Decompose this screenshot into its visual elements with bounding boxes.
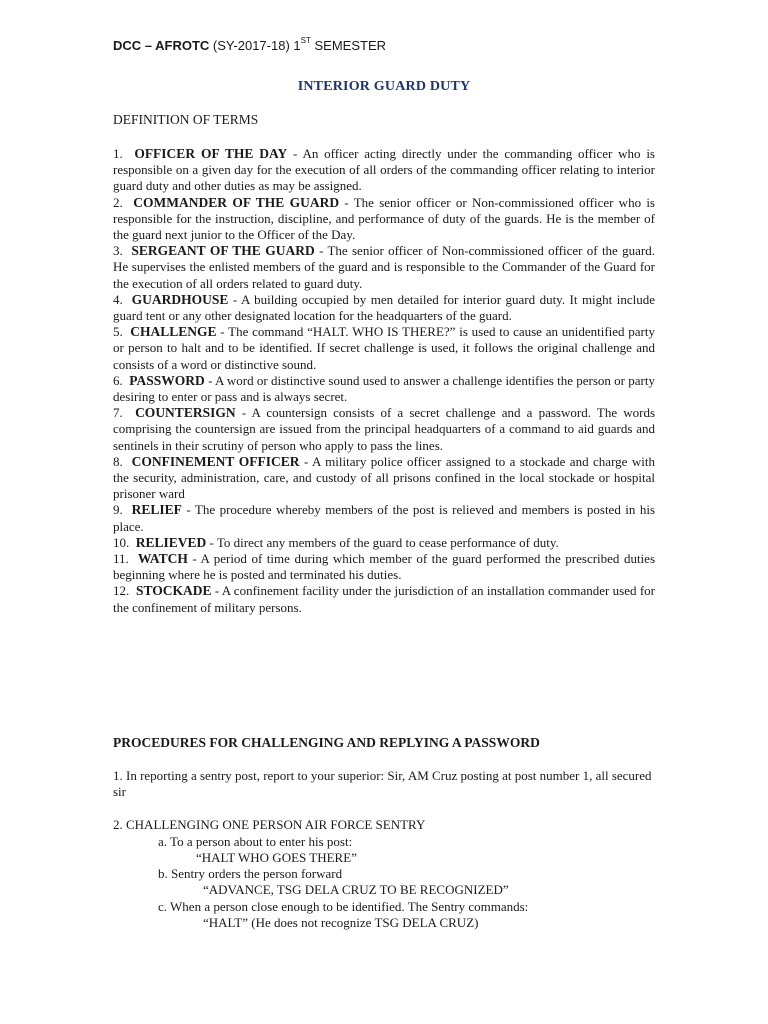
definition-number: 3. bbox=[113, 243, 123, 259]
procedure-step-b-quote: “ADVANCE, TSG DELA CRUZ TO BE RECOGNIZED” bbox=[203, 882, 509, 897]
definition-text: - A building occupied by men detailed for interior guard duty. It might include guard tent or any other designated location for the headquarters of the guard. bbox=[113, 291, 655, 324]
definition-item bbox=[113, 535, 655, 551]
definitions-list bbox=[113, 146, 655, 616]
definition-text: - A confinement facility under the jurisdiction of an installation commander used for the confinement of military persons. bbox=[113, 583, 655, 615]
definition-item bbox=[113, 583, 655, 615]
definition-term: SERGEANT OF THE GUARD bbox=[131, 243, 315, 259]
header-semester-number: 1 bbox=[293, 38, 301, 53]
definition-term: RELIEF bbox=[131, 502, 182, 518]
definition-item bbox=[113, 243, 655, 292]
course-header bbox=[113, 38, 386, 53]
definition-item bbox=[113, 373, 655, 405]
definition-text: - The senior officer of Non-commissioned officer of the guard. He supervises the enlisted members of the guard and is responsible to the Commander of the Guard for the execution of all orders related to guard duty. bbox=[113, 243, 655, 291]
definition-item bbox=[113, 551, 655, 583]
definition-text: - A period of time during which member of the guard performed the prescribed duties beginning where he is posted and terminated his duties. bbox=[113, 551, 656, 583]
procedure-step-c-quote: “HALT” (He does not recognize TSG DELA CRUZ) bbox=[203, 915, 479, 930]
definition-term: CHALLENGE bbox=[130, 324, 217, 340]
definition-term: PASSWORD bbox=[129, 372, 205, 388]
definition-text: - To direct any members of the guard to cease performance of duty. bbox=[206, 534, 559, 550]
definition-number: 12. bbox=[113, 583, 130, 599]
document-title: INTERIOR GUARD DUTY bbox=[297, 79, 471, 94]
definition-term: GUARDHOUSE bbox=[131, 291, 229, 307]
procedure-step-b: b. Sentry orders the person forward bbox=[158, 866, 343, 881]
definition-number: 5. bbox=[113, 324, 123, 340]
definition-text: - An officer acting directly under the commanding officer who is responsible on a given day for the execution of all orders of the commanding officer relating to interior guard duty and other duties as may be assigned. bbox=[113, 146, 655, 194]
definition-text: - A military police officer assigned to a stockade and charge with the security, administration, care, and custody of all prisons confined in the local stockade or hospital prisoner ward bbox=[113, 453, 656, 502]
definition-item bbox=[113, 405, 655, 454]
definition-term: OFFICER OF THE DAY bbox=[134, 146, 288, 161]
procedure-step-a: a. To a person about to enter his post: bbox=[158, 834, 353, 849]
definition-item bbox=[113, 502, 655, 534]
definition-term: CONFINEMENT OFFICER bbox=[131, 453, 300, 469]
definition-number: 8. bbox=[113, 453, 123, 469]
definition-number: 7. bbox=[113, 405, 123, 421]
definition-item bbox=[113, 146, 655, 195]
definition-number: 9. bbox=[113, 502, 123, 518]
definition-number: 10. bbox=[113, 534, 130, 550]
header-school-year: (SY-2017-18) bbox=[212, 38, 290, 53]
definition-number: 4. bbox=[113, 291, 123, 307]
definition-item bbox=[113, 454, 655, 503]
definition-number: 2. bbox=[113, 194, 123, 210]
definition-text: - The senior officer or Non-commissioned officer who is responsible for the instruction, discipline, and performance of duty of the guards. He is the member of the guard next junior to the Officer of the Day. bbox=[113, 194, 655, 243]
procedure-item-2: 2. CHALLENGING ONE PERSON AIR FORCE SENTRY bbox=[113, 817, 426, 832]
definition-text: - A countersign consists of a secret challenge and a password. The words comprising the countersign are issued from the principal headquarters of a command to aid guards and sentinels in their scrutiny of person who apply to pass the lines. bbox=[113, 405, 656, 453]
definition-term: COUNTERSIGN bbox=[135, 405, 236, 421]
header-semester-word: SEMESTER bbox=[314, 38, 387, 53]
procedure-item-1: 1. In reporting a sentry post, report to your superior: Sir, AM Cruz posting at post number 1, all secured sir bbox=[113, 768, 652, 800]
header-semester-suffix: ST bbox=[300, 36, 311, 45]
definition-term: STOCKADE bbox=[135, 583, 212, 599]
definition-item bbox=[113, 195, 655, 244]
definition-text: - A word or distinctive sound used to answer a challenge identifies the person or party desiring to enter or pass and is always secret. bbox=[113, 372, 655, 405]
definition-term: WATCH bbox=[137, 551, 188, 567]
procedure-step-a-quote: “HALT WHO GOES THERE” bbox=[196, 850, 357, 865]
definition-item bbox=[113, 324, 655, 373]
definition-text: - The command “HALT. WHO IS THERE?” is used to cause an unidentified party or person to halt and to be identified. If secret challenge is used, it follows the original challenge and consists of a word or distinctive sound. bbox=[113, 324, 655, 372]
definition-term: COMMANDER OF THE GUARD bbox=[133, 194, 340, 210]
section-subtitle: DEFINITION OF TERMS bbox=[113, 112, 259, 127]
definition-text: - The procedure whereby members of the post is relieved and members is posted in his place. bbox=[113, 502, 656, 534]
definition-item bbox=[113, 292, 655, 324]
definition-number: 6. bbox=[113, 372, 123, 388]
procedure-step-c: c. When a person close enough to be identified. The Sentry commands: bbox=[158, 899, 529, 914]
header-org: DCC – AFROTC bbox=[113, 38, 210, 53]
definition-term: RELIEVED bbox=[135, 534, 207, 550]
definition-number: 1. bbox=[113, 146, 123, 161]
definition-number: 11. bbox=[113, 551, 129, 567]
procedures-heading: PROCEDURES FOR CHALLENGING AND REPLYING A PASSWORD bbox=[113, 735, 540, 750]
